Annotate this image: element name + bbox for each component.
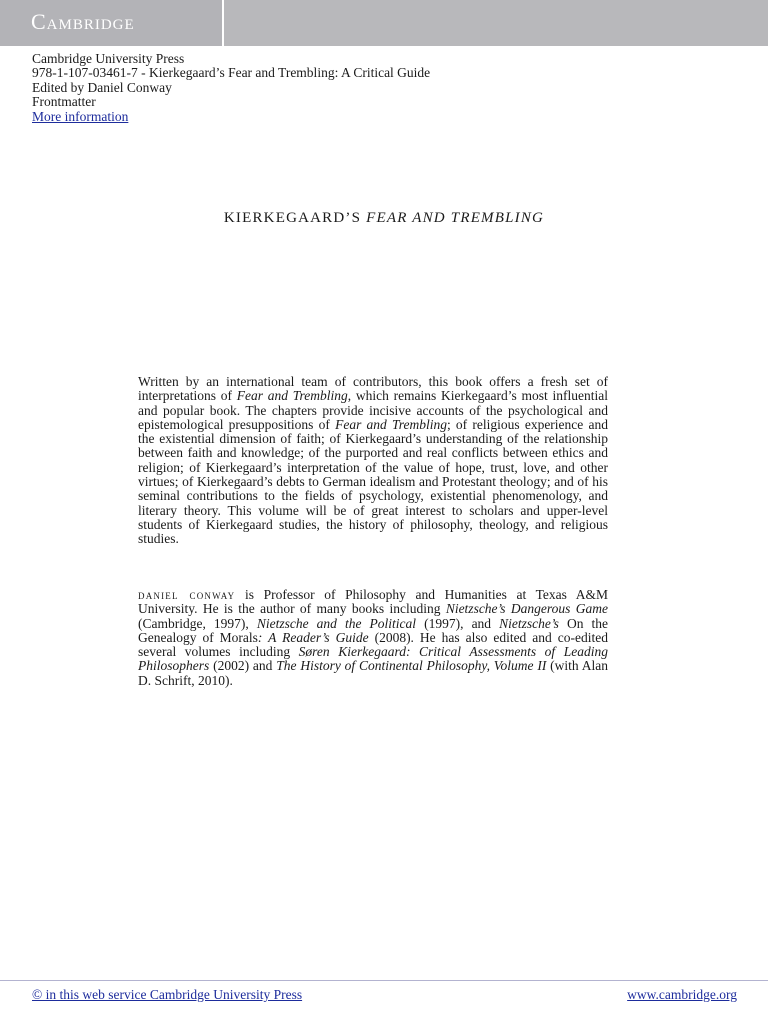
- description-text-2: , which remains Kierkegaard’s most influential and popular book. The chapters provide incisive accounts of the psychological and epistemological presuppositions of: [138, 388, 608, 432]
- book-description: [138, 375, 608, 547]
- description-work-title-2: Fear and Trembling: [335, 416, 447, 432]
- copyright-link[interactable]: © in this web service Cambridge University Press: [32, 987, 303, 1002]
- book-metadata: [32, 52, 430, 124]
- bio-book-2: Nietzsche and the Political: [256, 615, 417, 631]
- bio-text-3: (1997), and: [416, 615, 500, 631]
- bio-text-7: (with Alan D. Schrift, 2010).: [138, 658, 608, 688]
- header-bar: [0, 0, 768, 46]
- bio-text-5: (2008). He has also edited and co-edited several volumes including: [138, 629, 608, 660]
- book-title-main: KIERKEGAARD’S: [223, 210, 367, 226]
- bio-text-2: (Cambridge, 1997),: [138, 615, 257, 631]
- description-text-1: Written by an international team of contributors, this book offers a fresh set of interpretations of: [138, 374, 608, 404]
- bio-book-4: Søren Kierkegaard: Critical Assessments of Leading Philosophers: [138, 644, 608, 674]
- editor-line: Edited by Daniel Conway: [32, 79, 172, 95]
- bio-book-3b: : A Reader’s Guide: [257, 629, 369, 645]
- bio-text-4: On the Genealogy of Morals: [138, 615, 609, 645]
- bio-text-1: is Professor of Philosophy and Humanities at Texas A&M University. He is the author of many books including: [138, 587, 608, 617]
- cambridge-logo: [0, 0, 224, 46]
- bio-text-6: (2002) and: [209, 658, 277, 674]
- header-bar-fill: [224, 0, 768, 46]
- author-bio: [138, 588, 608, 688]
- bio-book-5: The History of Continental Philosophy, Volume II: [276, 658, 547, 674]
- more-information-link[interactable]: More information: [32, 108, 129, 124]
- book-title: [0, 210, 768, 227]
- website-link[interactable]: www.cambridge.org: [627, 987, 737, 1002]
- bio-book-3a: Nietzsche’s: [499, 615, 559, 631]
- book-title-italic: FEAR AND TREMBLING: [366, 210, 545, 226]
- section-line: Frontmatter: [32, 94, 96, 110]
- description-text-3: ; of religious experience and the existential dimension of faith; of Kierkegaard’s understanding of the relationship between faith and knowledge; of the purported and real conflicts between ethics and religion; of Kierkegaard’s interpretation of the value of hope, trust, love, and other virtues; of Kierkegaard’s debts to German idealism and Protestant theology; and of his seminal contributions to the fields of psychology, existential phenomenology, and literary theory. This volume will be of great interest to scholars and upper-level students of Kierkegaard studies, the history of philosophy, theology, and religious studies.: [138, 416, 608, 547]
- isbn-title-line: 978-1-107-03461-7 - Kierkegaard’s Fear and Trembling: A Critical Guide: [32, 65, 431, 81]
- description-work-title-1: Fear and Trembling: [236, 388, 348, 404]
- publisher-line: Cambridge University Press: [32, 51, 185, 66]
- author-name: daniel conway: [138, 587, 236, 602]
- bio-book-1: Nietzsche’s Dangerous Game: [445, 601, 608, 617]
- footer-divider: [0, 980, 768, 981]
- brand-name: Cambridge: [31, 9, 135, 34]
